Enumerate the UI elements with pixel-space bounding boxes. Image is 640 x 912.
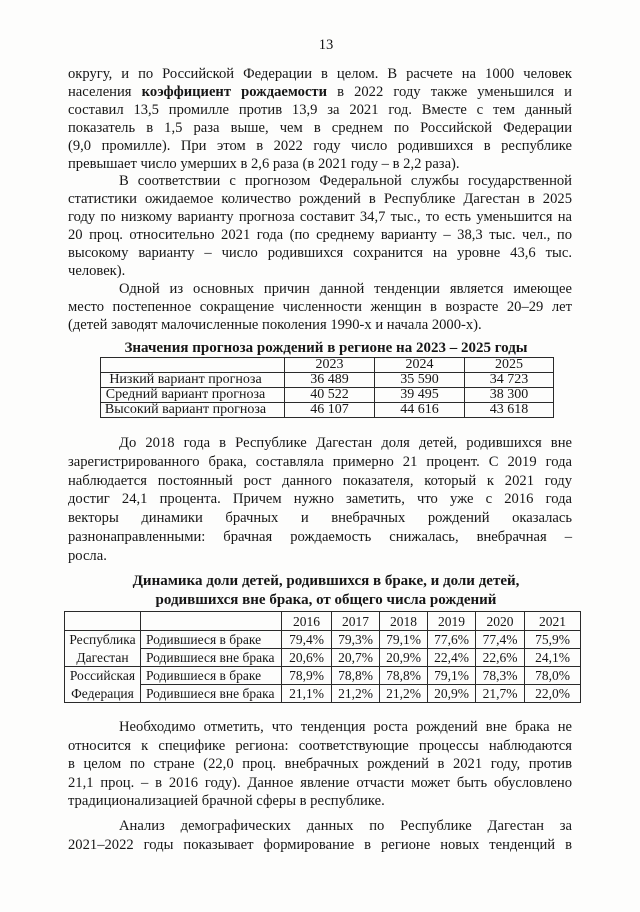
region-label: Республика Дагестан — [65, 631, 141, 667]
year-header: 2017 — [332, 612, 380, 631]
percent-cell: 21,2% — [332, 685, 380, 703]
text-line: росла. — [68, 547, 107, 564]
percent-cell: 78,8% — [380, 667, 428, 685]
paragraph — [68, 434, 572, 566]
forecast-table-title: Значения прогноза рождений в регионе на 2023 – 2025 годы — [124, 340, 528, 356]
percent-cell: 20,9% — [380, 649, 428, 667]
region-label: Российская Федерация — [65, 667, 141, 703]
percent-cell: 78,8% — [332, 667, 380, 685]
percent-cell: 21,1% — [282, 685, 332, 703]
text-line: превышает число умерших в 2,6 раза (в 2021 году – в 2,2 раза). — [68, 155, 460, 172]
category-label: Родившиеся вне брака — [141, 685, 282, 703]
percent-cell: 22,4% — [428, 649, 476, 667]
table-row — [65, 631, 581, 649]
paragraph — [68, 281, 572, 335]
text-line: достиг 24,1 процента. Причем нужно заметить, что уже с 2016 года — [68, 491, 572, 508]
blank-header-cell — [65, 612, 141, 631]
year-header: 2020 — [476, 612, 525, 631]
year-header: 2016 — [282, 612, 332, 631]
percent-cell: 79,3% — [332, 631, 380, 649]
percent-cell: 22,0% — [525, 685, 581, 703]
text-span: населения — [68, 83, 142, 100]
births-table-title — [68, 572, 584, 610]
table-row — [65, 649, 581, 667]
row-label: Высокий вариант прогноза — [101, 403, 285, 418]
bold-term: коэффициент рождаемости — [141, 83, 327, 100]
table-row — [101, 373, 554, 388]
text-line: Одной из основных причин данной тенденции является имеющее — [119, 280, 572, 297]
body-text-final — [68, 817, 572, 854]
text-line: разнонаправленными: брачная рождаемость снижалась, внебрачная – — [68, 528, 572, 545]
year-header: 2019 — [428, 612, 476, 631]
percent-cell: 21,2% — [380, 685, 428, 703]
year-header: 2018 — [380, 612, 428, 631]
text-line — [68, 84, 572, 102]
paragraph — [68, 718, 572, 811]
body-text-top — [68, 66, 572, 335]
category-label: Родившиеся в браке — [141, 667, 282, 685]
percent-cell: 78,9% — [282, 667, 332, 685]
percent-cell: 78,3% — [476, 667, 525, 685]
table-cell: 44 616 — [375, 403, 465, 418]
title-line: Динамика доли детей, родившихся в браке, и доли детей, — [132, 573, 520, 589]
text-line: векторы динамики брачных и внебрачных рождений оказалась — [68, 510, 572, 527]
category-label: Родившиеся вне брака — [141, 649, 282, 667]
text-line: в целом по стране (22,0 проц. внебрачных рождений в 2021 году, против — [68, 756, 572, 773]
percent-cell: 75,9% — [525, 631, 581, 649]
percent-cell: 77,6% — [428, 631, 476, 649]
text-line: показатель в 1,5 раза выше, чем в среднем по Российской Федерации — [68, 119, 572, 136]
table-row — [101, 388, 554, 403]
body-text-bottom — [68, 718, 572, 811]
blank-header-cell — [141, 612, 282, 631]
text-line: место постепенное сокращение численности женщин в возрасте 20–29 лет — [68, 298, 572, 315]
table-row — [65, 685, 581, 703]
text-span: в 2022 году также уменьшился и — [327, 83, 572, 100]
percent-cell: 22,6% — [476, 649, 525, 667]
paragraph — [68, 173, 572, 280]
percent-cell: 24,1% — [525, 649, 581, 667]
percent-cell: 20,7% — [332, 649, 380, 667]
table-header-row — [101, 358, 554, 373]
text-line: До 2018 года в Республике Дагестан доля детей, родившихся вне — [119, 435, 572, 451]
title-line: родившихся вне брака, от общего числа рождений — [155, 592, 497, 608]
table-cell: 34 723 — [465, 373, 554, 388]
table-cell: 36 489 — [285, 373, 375, 388]
table-cell: 43 618 — [465, 403, 554, 418]
percent-cell: 21,7% — [476, 685, 525, 703]
table-cell: 46 107 — [285, 403, 375, 418]
text-line: высокому варианту – число родившихся сохранится на уровне 43,6 тыс. — [68, 245, 572, 262]
text-line: составил 13,5 промилле против 13,9 за 2021 год. Вместе с тем данный — [68, 101, 572, 118]
percent-cell: 78,0% — [525, 667, 581, 685]
paragraph — [68, 817, 572, 854]
body-text-middle — [68, 434, 572, 566]
table-cell: 40 522 — [285, 388, 375, 403]
year-header: 2021 — [525, 612, 581, 631]
year-header: 2023 — [285, 358, 375, 373]
percent-cell: 20,9% — [428, 685, 476, 703]
text-line: В соответствии с прогнозом Федеральной службы государственной — [119, 173, 572, 190]
table-row — [101, 403, 554, 418]
paragraph — [68, 66, 572, 173]
text-line: зарегистрированного брака, составляла примерно 21 процент. С 2019 года — [68, 453, 572, 470]
text-line: традиционализацией брачной сферы в республике. — [68, 793, 385, 810]
percent-cell: 20,6% — [282, 649, 332, 667]
row-label: Средний вариант прогноза — [101, 388, 285, 403]
year-header: 2024 — [375, 358, 465, 373]
row-label: Низкий вариант прогноза — [101, 373, 285, 388]
blank-header-cell — [101, 358, 285, 373]
text-line: году по низкому варианту прогноза составит 34,7 тыс., то есть уменьшится на — [68, 209, 572, 226]
text-line: (детей заводят малочисленные поколения 1990-х и начала 2000-х). — [68, 316, 482, 333]
table-row — [65, 667, 581, 685]
percent-cell: 79,1% — [380, 631, 428, 649]
year-header: 2025 — [465, 358, 554, 373]
text-line: округу, и по Российской Федерации в целом. В расчете на 1000 человек — [68, 66, 572, 82]
text-line: человек). — [68, 262, 126, 279]
text-line: 21,1 проц. – в 2016 году). Данное явление отчасти может быть обусловлено — [68, 774, 572, 791]
text-line: 20 проц. относительно 2021 года (по среднему варианту – 38,3 тыс. чел., по — [68, 227, 572, 244]
category-label: Родившиеся в браке — [141, 631, 282, 649]
table-cell: 38 300 — [465, 388, 554, 403]
page-number: 13 — [318, 37, 334, 53]
percent-cell: 77,4% — [476, 631, 525, 649]
text-line: статистики ожидаемое количество рождений в Республике Дагестан в 2025 — [68, 191, 572, 208]
text-line: 2021–2022 годы показывает формирование в регионе новых тенденций в — [68, 836, 572, 853]
text-line: относится к специфике региона: соответствующие процессы наблюдаются — [68, 737, 572, 754]
forecast-table — [100, 357, 554, 418]
births-table — [64, 611, 581, 703]
table-cell: 39 495 — [375, 388, 465, 403]
percent-cell: 79,1% — [428, 667, 476, 685]
percent-cell: 79,4% — [282, 631, 332, 649]
text-line: Необходимо отметить, что тенденция роста рождений вне брака не — [119, 719, 572, 735]
table-cell: 35 590 — [375, 373, 465, 388]
text-line: наблюдается постоянный рост данного показателя, который к 2021 году — [68, 472, 572, 489]
table-header-row — [65, 612, 581, 631]
text-line: Анализ демографических данных по Республике Дагестан за — [119, 818, 572, 834]
text-line: (9,0 промилле). При этом в 2022 году число родившихся в республике — [68, 137, 572, 154]
